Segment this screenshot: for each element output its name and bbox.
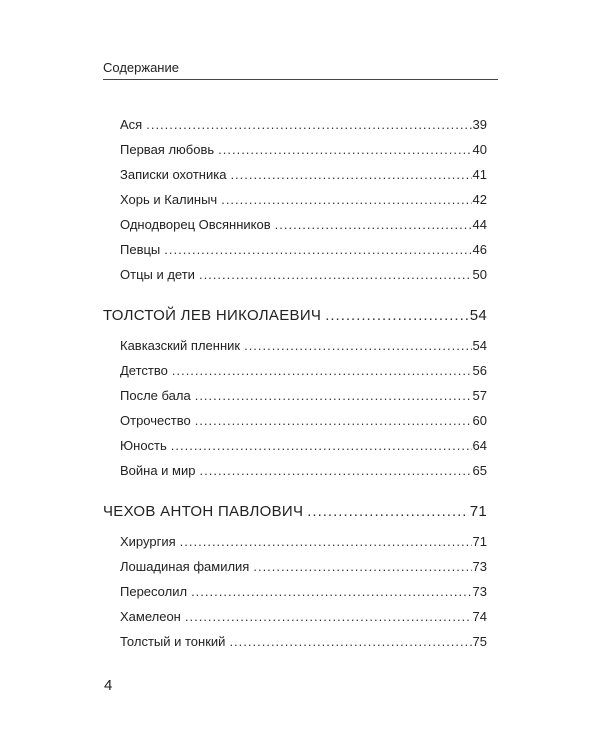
toc-entry[interactable] bbox=[120, 266, 487, 284]
toc-entry-title: Юность bbox=[120, 438, 167, 453]
toc-entry[interactable] bbox=[120, 141, 487, 159]
leader-dots bbox=[171, 437, 472, 455]
leader-dots bbox=[229, 633, 471, 651]
toc-entry-page: 64 bbox=[472, 438, 487, 453]
toc-entry-title: Хорь и Калиныч bbox=[120, 192, 218, 207]
toc-entry-page: 65 bbox=[472, 463, 487, 478]
toc-author-heading[interactable] bbox=[103, 306, 487, 326]
toc-entry-title: Однодворец Овсянников bbox=[120, 217, 271, 232]
toc-entry-page: 46 bbox=[472, 242, 487, 257]
toc-entry-page: 73 bbox=[472, 584, 487, 599]
leader-dots bbox=[195, 412, 472, 430]
toc-entry-title: Пересолил bbox=[120, 584, 188, 599]
leader-dots bbox=[275, 216, 472, 234]
leader-dots bbox=[180, 533, 472, 551]
toc-entry[interactable] bbox=[120, 608, 487, 626]
toc-entry-page: 42 bbox=[472, 192, 487, 207]
toc-entry-page: 41 bbox=[472, 167, 487, 182]
toc-entry-title: Лошадиная фамилия bbox=[120, 559, 250, 574]
toc-author-name: ТОЛСТОЙ ЛЕВ НИКОЛАЕВИЧ bbox=[103, 307, 322, 324]
leader-dots bbox=[195, 387, 472, 405]
leader-dots bbox=[191, 583, 471, 601]
leader-dots bbox=[253, 558, 471, 576]
toc-entry-page: 39 bbox=[472, 117, 487, 132]
toc-entry-title: Ася bbox=[120, 117, 143, 132]
toc-entry-title: Записки охотника bbox=[120, 167, 227, 182]
toc-entry[interactable] bbox=[120, 533, 487, 551]
toc-entry-title: Толстый и тонкий bbox=[120, 634, 226, 649]
toc-entry[interactable] bbox=[120, 166, 487, 184]
leader-dots bbox=[325, 306, 468, 326]
running-header-title: Содержание bbox=[103, 60, 179, 75]
leader-dots bbox=[172, 362, 472, 380]
leader-dots bbox=[244, 337, 471, 355]
leader-dots bbox=[200, 462, 472, 480]
leader-dots bbox=[164, 241, 471, 259]
toc-entry[interactable] bbox=[120, 437, 487, 455]
toc-entry-page: 75 bbox=[472, 634, 487, 649]
toc-entry-page: 60 bbox=[472, 413, 487, 428]
toc-entry-page: 71 bbox=[472, 534, 487, 549]
toc-entry[interactable] bbox=[120, 216, 487, 234]
toc-entry-title: Хирургия bbox=[120, 534, 176, 549]
toc-entry-title: Певцы bbox=[120, 242, 161, 257]
toc-entry[interactable] bbox=[120, 558, 487, 576]
toc-entry-title: Война и мир bbox=[120, 463, 196, 478]
toc-entry-page: 56 bbox=[472, 363, 487, 378]
leader-dots bbox=[146, 116, 471, 134]
toc-entry[interactable] bbox=[120, 462, 487, 480]
toc-author-heading[interactable] bbox=[103, 502, 487, 522]
leader-dots bbox=[221, 191, 471, 209]
toc-entry[interactable] bbox=[120, 387, 487, 405]
toc-entry[interactable] bbox=[120, 191, 487, 209]
toc-entry-title: Отцы и дети bbox=[120, 267, 195, 282]
leader-dots bbox=[185, 608, 472, 626]
toc-entry-title: Первая любовь bbox=[120, 142, 215, 157]
leader-dots bbox=[230, 166, 471, 184]
toc-entry[interactable] bbox=[120, 116, 487, 134]
toc-entry-page: 57 bbox=[472, 388, 487, 403]
toc-author-page: 54 bbox=[469, 307, 487, 324]
leader-dots bbox=[199, 266, 472, 284]
toc-entry[interactable] bbox=[120, 412, 487, 430]
toc-entry[interactable] bbox=[120, 337, 487, 355]
toc-entry[interactable] bbox=[120, 633, 487, 651]
toc-entry-title: Кавказский пленник bbox=[120, 338, 241, 353]
toc-entry-title: Отрочество bbox=[120, 413, 191, 428]
toc-entry-title: Детство bbox=[120, 363, 168, 378]
toc-entry-page: 74 bbox=[472, 609, 487, 624]
toc-entry-page: 50 bbox=[472, 267, 487, 282]
toc-entry[interactable] bbox=[120, 362, 487, 380]
toc-entry-page: 73 bbox=[472, 559, 487, 574]
header-rule bbox=[103, 79, 498, 80]
leader-dots bbox=[218, 141, 471, 159]
toc-author-name: ЧЕХОВ АНТОН ПАВЛОВИЧ bbox=[103, 503, 304, 520]
toc-entry[interactable] bbox=[120, 583, 487, 601]
page-number: 4 bbox=[104, 677, 113, 694]
toc-entry-page: 44 bbox=[472, 217, 487, 232]
leader-dots bbox=[307, 502, 468, 522]
toc-author-page: 71 bbox=[469, 503, 487, 520]
toc-entry[interactable] bbox=[120, 241, 487, 259]
toc-entry-page: 54 bbox=[472, 338, 487, 353]
toc-entry-title: Хамелеон bbox=[120, 609, 181, 624]
toc-entry-title: После бала bbox=[120, 388, 191, 403]
toc-entry-page: 40 bbox=[472, 142, 487, 157]
